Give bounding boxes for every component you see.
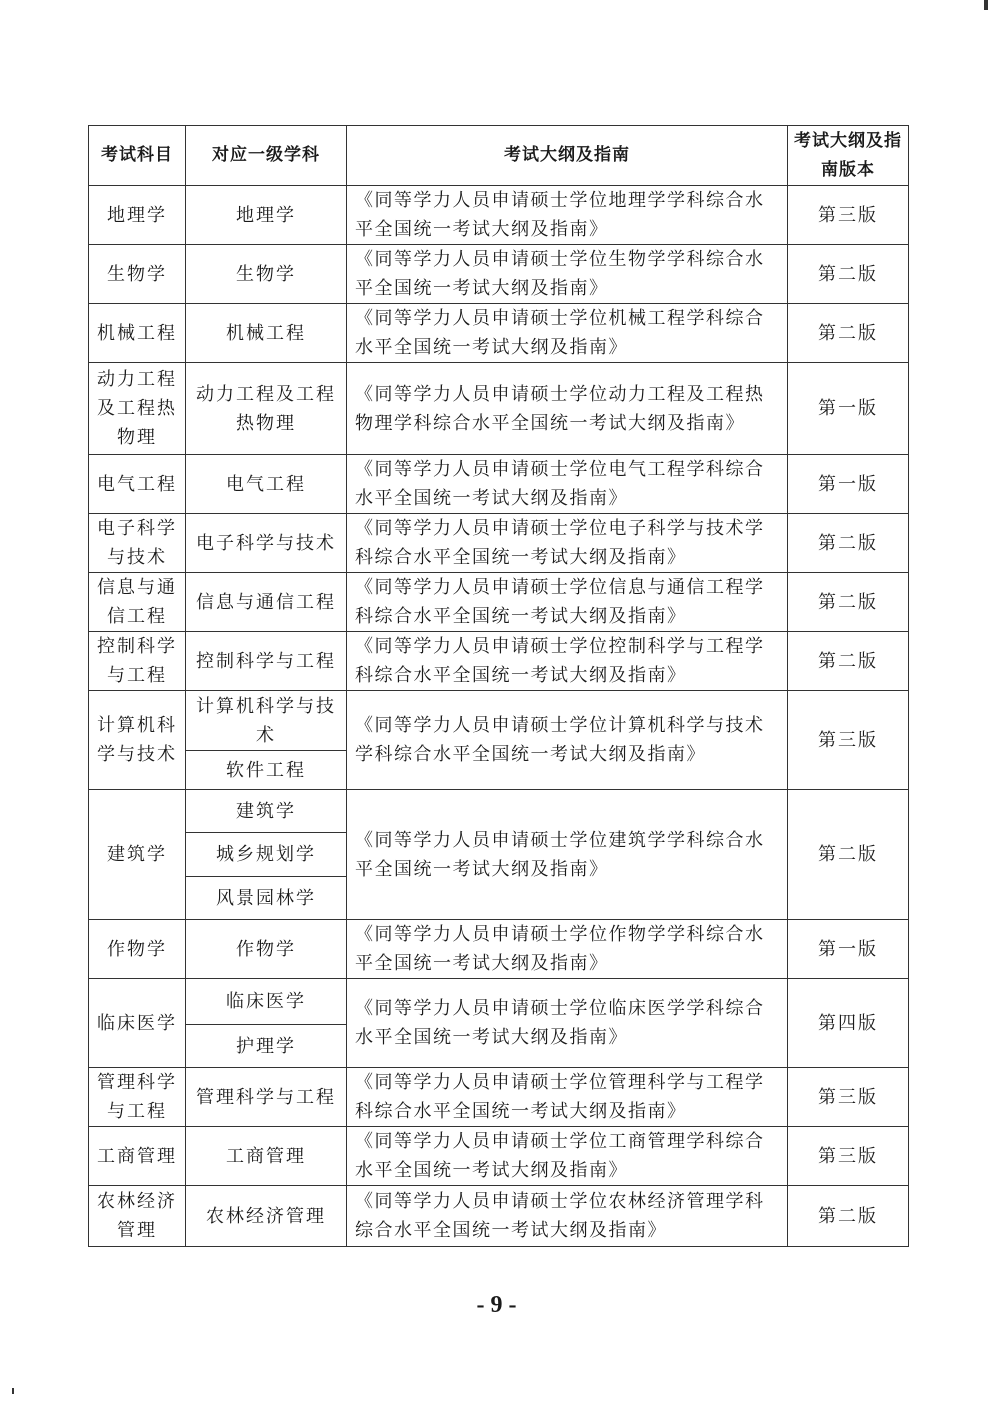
subject-cell: 信息与通信工程 bbox=[89, 573, 186, 632]
subject-cell: 临床医学 bbox=[89, 979, 186, 1068]
version-cell: 第三版 bbox=[788, 1127, 909, 1186]
header-guide: 考试大纲及指南 bbox=[347, 126, 788, 186]
guide-cell: 《同等学力人员申请硕士学位电子科学与技术学科综合水平全国统一考试大纲及指南》 bbox=[347, 514, 788, 573]
discipline-cell: 护理学 bbox=[186, 1025, 347, 1068]
table-row bbox=[89, 304, 909, 363]
table-body bbox=[89, 186, 909, 1247]
guide-cell: 《同等学力人员申请硕士学位管理科学与工程学科综合水平全国统一考试大纲及指南》 bbox=[347, 1068, 788, 1127]
scan-speck bbox=[984, 0, 988, 10]
guide-cell: 《同等学力人员申请硕士学位机械工程学科综合水平全国统一考试大纲及指南》 bbox=[347, 304, 788, 363]
table-row bbox=[89, 632, 909, 691]
guide-cell: 《同等学力人员申请硕士学位信息与通信工程学科综合水平全国统一考试大纲及指南》 bbox=[347, 573, 788, 632]
subject-cell: 机械工程 bbox=[89, 304, 186, 363]
subject-cell: 工商管理 bbox=[89, 1127, 186, 1186]
version-cell: 第一版 bbox=[788, 920, 909, 979]
discipline-cell: 城乡规划学 bbox=[186, 833, 347, 877]
table-row bbox=[89, 1186, 909, 1247]
guide-cell: 《同等学力人员申请硕士学位临床医学学科综合水平全国统一考试大纲及指南》 bbox=[347, 979, 788, 1068]
version-cell: 第三版 bbox=[788, 691, 909, 790]
table-row bbox=[89, 920, 909, 979]
discipline-cell: 生物学 bbox=[186, 245, 347, 304]
subject-cell: 电子科学与技术 bbox=[89, 514, 186, 573]
guide-cell: 《同等学力人员申请硕士学位建筑学学科综合水平全国统一考试大纲及指南》 bbox=[347, 790, 788, 920]
discipline-cell: 建筑学 bbox=[186, 790, 347, 833]
guide-cell: 《同等学力人员申请硕士学位生物学学科综合水平全国统一考试大纲及指南》 bbox=[347, 245, 788, 304]
subject-cell: 管理科学与工程 bbox=[89, 1068, 186, 1127]
discipline-cell: 作物学 bbox=[186, 920, 347, 979]
version-cell: 第三版 bbox=[788, 1068, 909, 1127]
table-row bbox=[89, 1068, 909, 1127]
discipline-cell: 计算机科学与技术 bbox=[186, 691, 347, 751]
subject-cell: 农林经济管理 bbox=[89, 1186, 186, 1247]
table-row bbox=[89, 1127, 909, 1186]
discipline-cell: 工商管理 bbox=[186, 1127, 347, 1186]
discipline-cell: 管理科学与工程 bbox=[186, 1068, 347, 1127]
subject-cell: 动力工程及工程热物理 bbox=[89, 363, 186, 455]
guide-cell: 《同等学力人员申请硕士学位计算机科学与技术学科综合水平全国统一考试大纲及指南》 bbox=[347, 691, 788, 790]
discipline-cell: 电子科学与技术 bbox=[186, 514, 347, 573]
discipline-cell: 机械工程 bbox=[186, 304, 347, 363]
subject-cell: 计算机科学与技术 bbox=[89, 691, 186, 790]
table-row bbox=[89, 514, 909, 573]
guide-cell: 《同等学力人员申请硕士学位工商管理学科综合水平全国统一考试大纲及指南》 bbox=[347, 1127, 788, 1186]
subject-cell: 控制科学与工程 bbox=[89, 632, 186, 691]
version-cell: 第一版 bbox=[788, 363, 909, 455]
header-version: 考试大纲及指南版本 bbox=[788, 126, 909, 186]
guide-cell: 《同等学力人员申请硕士学位作物学学科综合水平全国统一考试大纲及指南》 bbox=[347, 920, 788, 979]
version-cell: 第二版 bbox=[788, 304, 909, 363]
discipline-cell: 控制科学与工程 bbox=[186, 632, 347, 691]
table-row bbox=[89, 979, 909, 1025]
subject-cell: 生物学 bbox=[89, 245, 186, 304]
discipline-cell: 风景园林学 bbox=[186, 877, 347, 920]
discipline-cell: 动力工程及工程热物理 bbox=[186, 363, 347, 455]
discipline-cell: 农林经济管理 bbox=[186, 1186, 347, 1247]
subject-cell: 作物学 bbox=[89, 920, 186, 979]
version-cell: 第一版 bbox=[788, 455, 909, 514]
page-number: - 9 - bbox=[476, 1292, 517, 1318]
version-cell: 第三版 bbox=[788, 186, 909, 245]
guide-cell: 《同等学力人员申请硕士学位农林经济管理学科综合水平全国统一考试大纲及指南》 bbox=[347, 1186, 788, 1247]
table-row bbox=[89, 691, 909, 751]
version-cell: 第四版 bbox=[788, 979, 909, 1068]
scan-speck bbox=[12, 1388, 14, 1394]
table-row bbox=[89, 245, 909, 304]
version-cell: 第二版 bbox=[788, 632, 909, 691]
version-cell: 第二版 bbox=[788, 790, 909, 920]
discipline-cell: 软件工程 bbox=[186, 751, 347, 790]
discipline-cell: 临床医学 bbox=[186, 979, 347, 1025]
discipline-cell: 地理学 bbox=[186, 186, 347, 245]
header-discipline: 对应一级学科 bbox=[186, 126, 347, 186]
subject-cell: 电气工程 bbox=[89, 455, 186, 514]
header-subject: 考试科目 bbox=[89, 126, 186, 186]
discipline-cell: 电气工程 bbox=[186, 455, 347, 514]
guide-cell: 《同等学力人员申请硕士学位动力工程及工程热物理学科综合水平全国统一考试大纲及指南》 bbox=[347, 363, 788, 455]
version-cell: 第二版 bbox=[788, 245, 909, 304]
table-row bbox=[89, 573, 909, 632]
subject-cell: 建筑学 bbox=[89, 790, 186, 920]
table-header-row bbox=[89, 126, 909, 186]
version-cell: 第二版 bbox=[788, 514, 909, 573]
guide-cell: 《同等学力人员申请硕士学位地理学学科综合水平全国统一考试大纲及指南》 bbox=[347, 186, 788, 245]
table-row bbox=[89, 186, 909, 245]
table-row bbox=[89, 363, 909, 455]
exam-guide-table bbox=[88, 125, 909, 1247]
table-row bbox=[89, 455, 909, 514]
version-cell: 第二版 bbox=[788, 573, 909, 632]
guide-cell: 《同等学力人员申请硕士学位控制科学与工程学科综合水平全国统一考试大纲及指南》 bbox=[347, 632, 788, 691]
guide-cell: 《同等学力人员申请硕士学位电气工程学科综合水平全国统一考试大纲及指南》 bbox=[347, 455, 788, 514]
subject-cell: 地理学 bbox=[89, 186, 186, 245]
table-row bbox=[89, 790, 909, 833]
discipline-cell: 信息与通信工程 bbox=[186, 573, 347, 632]
version-cell: 第二版 bbox=[788, 1186, 909, 1247]
